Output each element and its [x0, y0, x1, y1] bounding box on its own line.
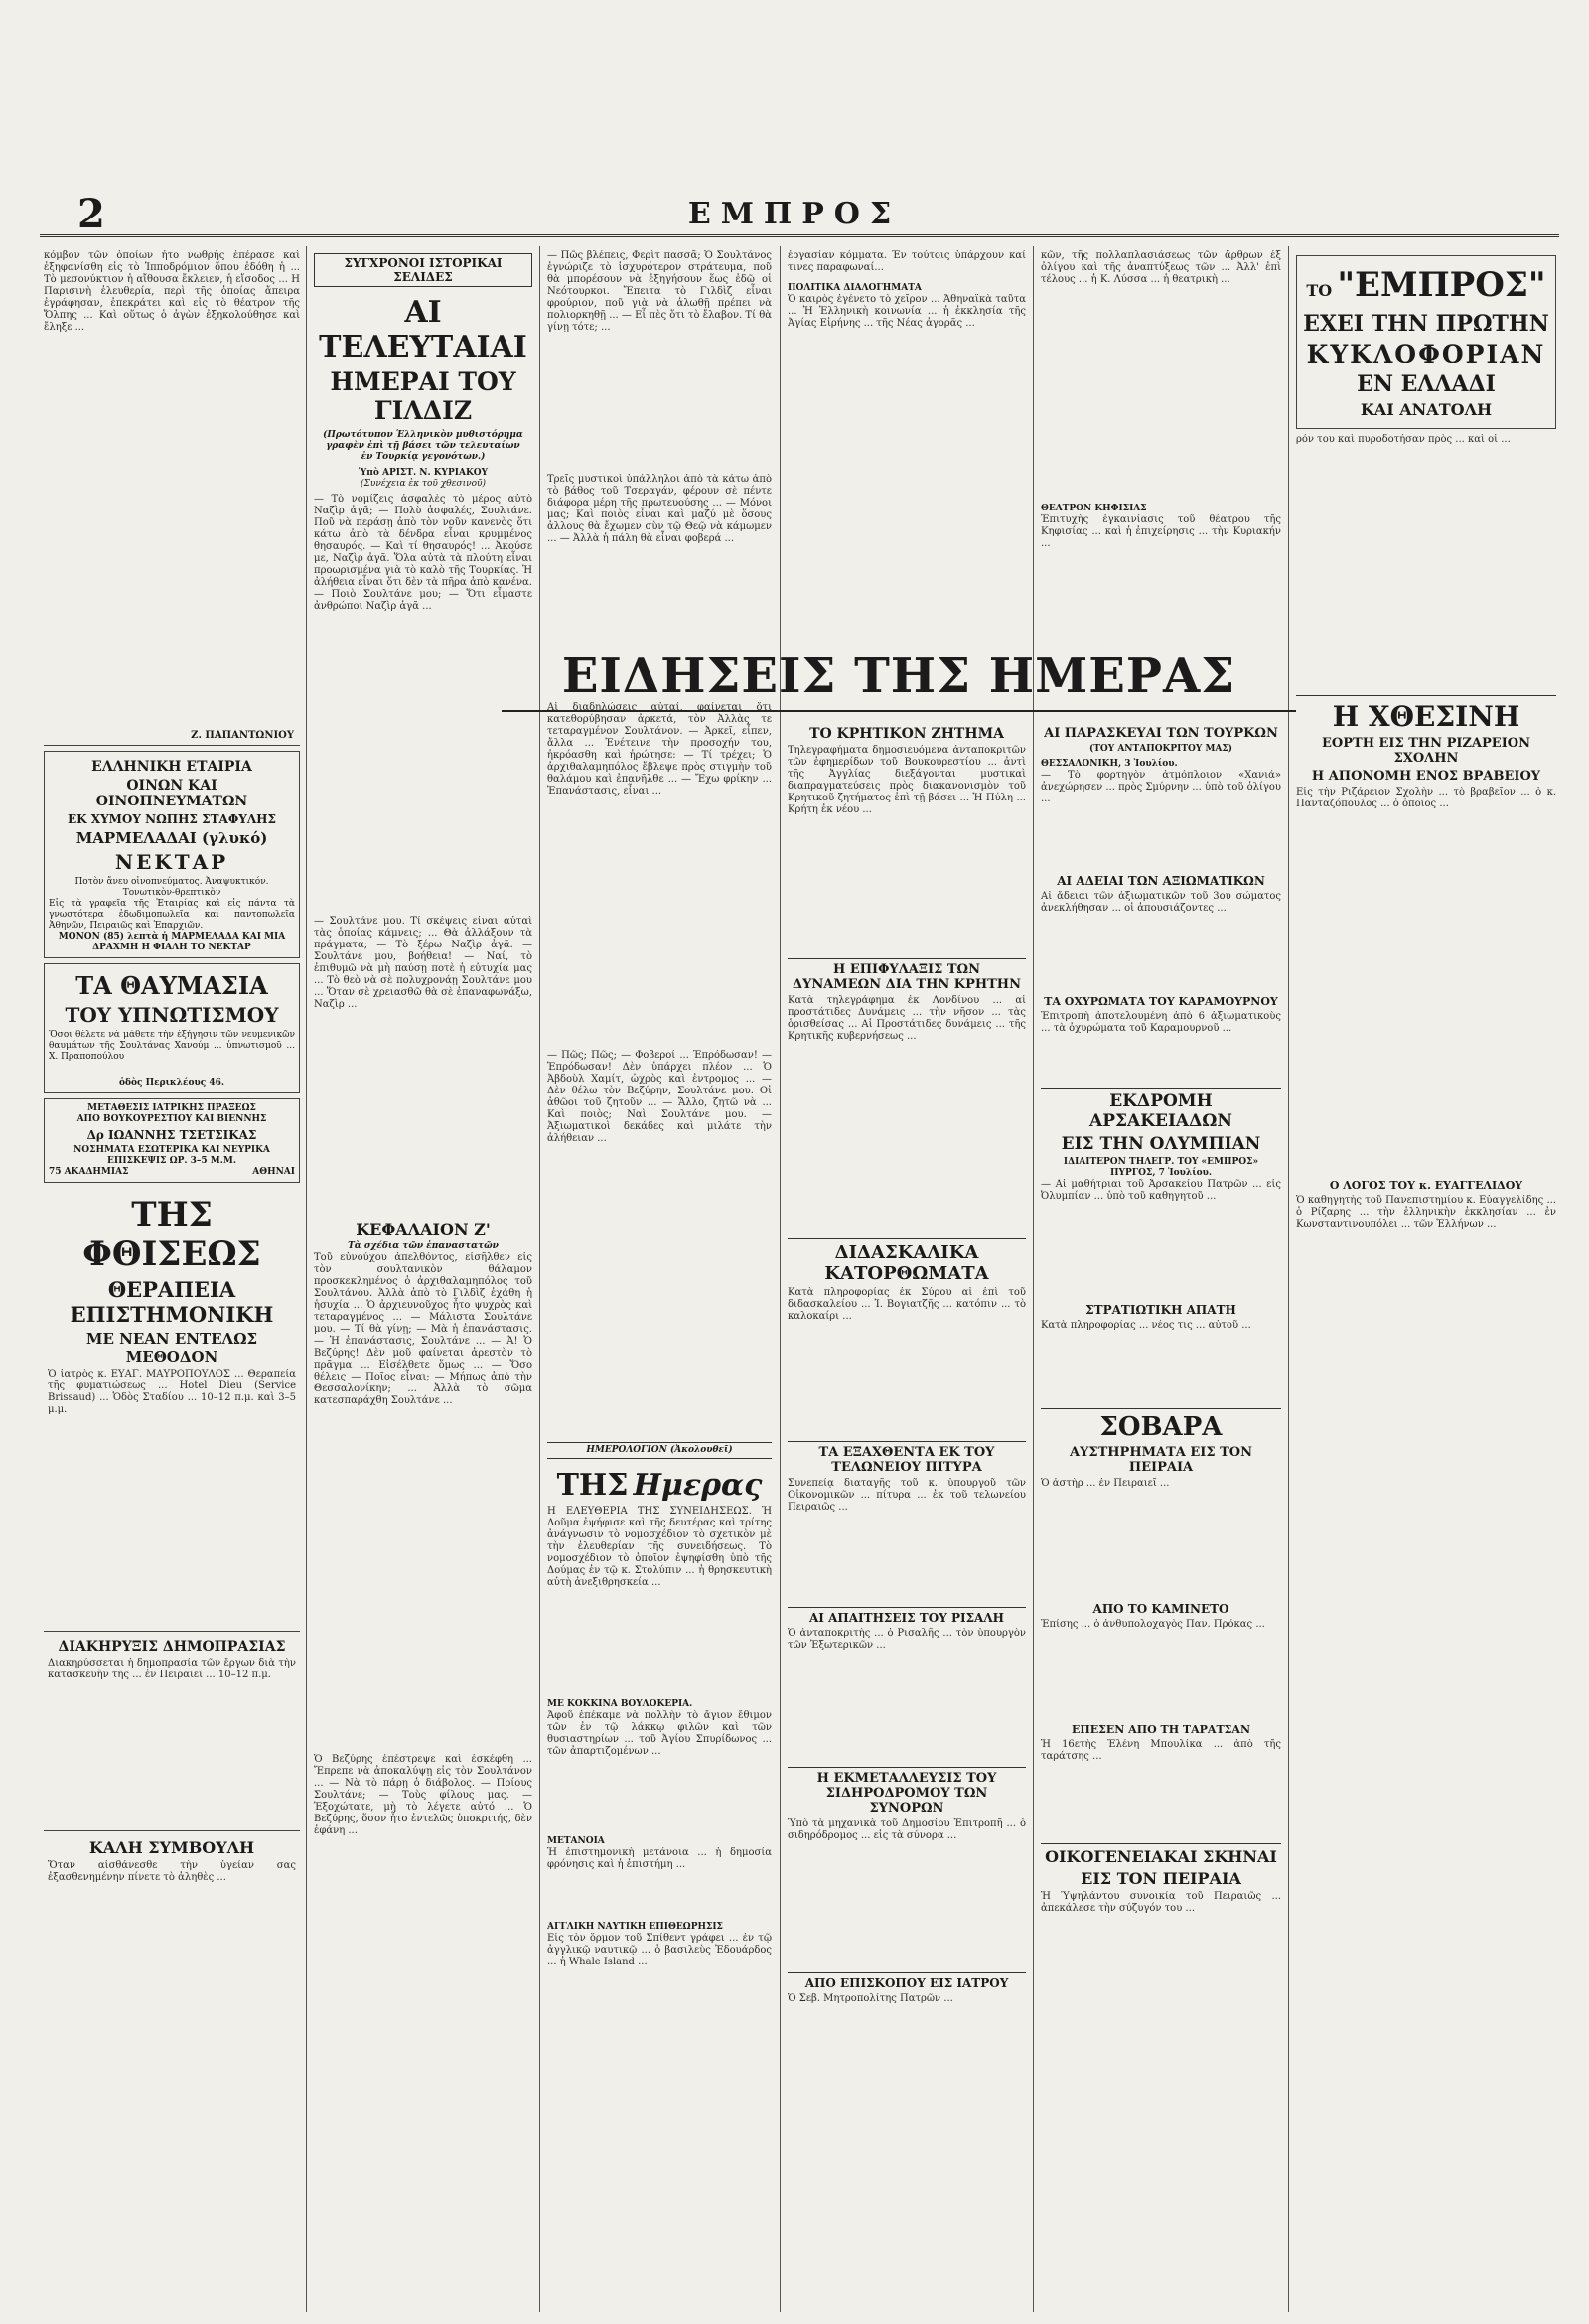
serial-kicker: ΣΥΓΧΡΟΝΟΙ ΙΣΤΟΡΙΚΑΙ ΣΕΛΙΔΕΣ	[314, 253, 532, 287]
ad-heading: ΚΥΚΛΟΦΟΡΙΑΝ	[1306, 340, 1546, 368]
column-4-bottom	[788, 723, 1026, 2302]
section-heading: ΑΙ ΑΔΕΙΑΙ ΤΩΝ ΑΞΙΩΜΑΤΙΚΩΝ	[1057, 874, 1265, 888]
section-title-word: Ημερας	[633, 1468, 763, 1503]
section-heading: Η ΧΘΕΣΙΝΗ	[1296, 695, 1556, 733]
ad-heading: ΤΑ ΘΑΥΜΑΣΙΑ	[75, 971, 268, 1000]
ad-text: Ποτὸν ἄνευ οἰνοπνεύματος. Ἀναψυκτικόν. Τονωτικὸν-θρεπτικὸν	[74, 877, 269, 898]
article-text: Η ΕΛΕΥΘΕΡΙΑ ΤΗΣ ΣΥΝΕΙΔΗΣΕΩΣ. Ἡ Δοῦμα ἐψήφισε καὶ τῆς δευτέρας καὶ τρίτης ἀνάγνωσιν τὸ νομοσχέδιον τὸ σχετικὸν μὲ τὴν ἐλευθερίαν τῆς συνειδήσεως. Τὸ νομοσχέδιον τὸ ὁποῖον ἐψηφίσθη ὑπὸ τῆς Δούμας ἐν τῷ κ. Στολύπιν ... ἡ θρησκευτικὴ αὐτὴ ἀνεξιθρησκεία ...	[547, 1506, 772, 1588]
ad-advice	[44, 1830, 300, 1897]
ad-heading: ΔΙΑΚΗΡΥΞΙΣ ΔΗΜΟΠΡΑΣΙΑΣ	[58, 1639, 286, 1655]
section-heading: Ο ΛΟΓΟΣ ΤΟΥ κ. ΕΥΑΓΓΕΛΙΔΟΥ	[1329, 1179, 1523, 1192]
article-text: Ὁ ἀστὴρ ... ἐν Πειραιεῖ ...	[1041, 1478, 1170, 1489]
masthead-rule	[40, 234, 1559, 237]
ad-doctor	[44, 1098, 300, 1183]
section-heading: ΕΟΡΤΗ ΕΙΣ ΤΗΝ ΡΙΖΑΡΕΙΟΝ ΣΧΟΛΗΝ	[1322, 736, 1530, 766]
section-heading: ΑΓΓΛΙΚΗ ΝΑΥΤΙΚΗ ΕΠΙΘΕΩΡΗΣΙΣ	[547, 1922, 723, 1932]
section-heading: ΜΕ ΚΟΚΚΙΝΑ ΒΟΥΛΟΚΕΡΙΑ.	[547, 1699, 693, 1709]
ad-heading: ΜΑΡΜΕΛΑΔΑΙ (γλυκό)	[75, 829, 268, 847]
article-text: — Αἱ μαθήτριαι τοῦ Ἀρσακείου Πατρῶν ... εἰς Ὀλυμπίαν ... ὑπὸ τοῦ καθηγητοῦ ...	[1041, 1179, 1281, 1202]
section-title	[547, 1465, 772, 1506]
divider	[44, 745, 300, 746]
article-text: Τηλεγραφήματα δημοσιευόμενα ἀνταποκριτῶν τῶν ἐφημερίδων τοῦ Βουκουρεστίου ... ἀντὶ τῆς Ἀγγλίας διεξάγονται μυστικαὶ διαπραγματεύσεις πρὸς διακανονισμὸν τοῦ Κρητικοῦ ζητήματος ἐπὶ τῇ βάσει ... Ἡ Πύλη ... Κρήτη ἐκ νέου ...	[788, 745, 1026, 815]
section-heading: ΠΟΛΙΤΙΚΑ ΔΙΑΛΟΓΗΜΑΤΑ	[788, 283, 922, 293]
ad-text: (Ἀκολουθεῖ)	[669, 1445, 733, 1455]
section-heading: ΤΟ ΚΡΗΤΙΚΟΝ ΖΗΤΗΜΑ	[809, 726, 1004, 742]
column-divider	[539, 246, 540, 2312]
ad-text: 75 ΑΚΑΔΗΜΙΑΣ	[49, 1167, 129, 1177]
dateline: ΘΕΣΣΑΛΟΝΙΚΗ, 3 Ἰουλίου.	[1041, 759, 1178, 769]
ad-heading: ΜΕ ΝΕΑΝ ΕΝΤΕΛΩΣ ΜΕΘΟΔΟΝ	[85, 1330, 258, 1366]
article-text: κῶν, τῆς πολλαπλασιάσεως τῶν ἄρθρων ἐξ ὀλίγου καὶ τῆς ἀναπτύξεως τῶν ... Ἀλλ' ἐπὶ τέλους ... ἡ Κ. Λύσσα ... ἡ θεατρικὴ ...	[1041, 250, 1281, 285]
chapter-subheading: Τὰ σχέδια τῶν ἐπαναστατῶν	[348, 1241, 499, 1251]
serial-continuation: (Συνέχεια ἐκ τοῦ χθεσινοῦ)	[361, 479, 486, 489]
ad-text: ὁδὸς Περικλέους 46.	[119, 1078, 224, 1088]
ad-heading: "ΕΜΠΡΟΣ"	[1337, 265, 1546, 305]
section-heading: ΔΙΔΑΣΚΑΛΙΚΑ ΚΑΤΟΡΘΩΜΑΤΑ	[788, 1238, 1026, 1284]
article-text: Κατὰ πληροφορίας ἐκ Σύρου αἱ ἐπὶ τοῦ διδασκαλείου ... Ἰ. Βογιατζῆς ... κατόπιν ... τὸ καλοκαίρι ...	[788, 1287, 1026, 1322]
article-text: Ἐπιτροπὴ ἀποτελουμένη ἀπὸ 6 ἀξιωματικοὺς ... τὰ ὀχυρώματα τοῦ Καραμουρνοῦ ...	[1041, 1011, 1281, 1034]
section-subheading: ΙΔΙΑΙΤΕΡΟΝ ΤΗΛΕΓΡ. ΤΟΥ «ΕΜΠΡΟΣ»	[1063, 1157, 1259, 1167]
ad-heading: ΕΛΛΗΝΙΚΗ ΕΤΑΙΡΙΑ	[91, 759, 252, 775]
ad-text: ΑΘΗΝΑΙ	[252, 1167, 295, 1177]
serial-title: ΑΙ ΤΕΛΕΥΤΑΙΑΙ	[319, 295, 527, 364]
article-text: Τοῦ εὐνούχου ἀπελθόντος, εἰσῆλθεν εἰς τὸν σουλτανικὸν θάλαμον προσκεκλημένος ὁ ἀρχιθαλαμηπόλος τοῦ Σουλτάνου. Ἀλλὰ ἀπὸ τὸ Γιλδὶζ ἐχάθη ἡ ἡσυχία ... Ὁ ἀρχιευνοῦχος ἦτο ψυχρὸς καὶ τεταραγμένος ... — Μάλιστα Σουλτάνε μου. — Τί θὰ γίνῃ; — Μὰ ἡ ἐπανάστασις. — Ἡ ἐπανάστασις, Σουλτάνε ... — Ἀ! Ὁ Βεζύρης! Δὲν μοῦ φαίνεται ἀρεστὸν τὸ πρᾶγμα ... Εἰσέλθετε ὅμως ... — Ὅσο θέλεις — Ποῖος εἶναι; — Μήπως ἀπὸ τὴν Θεσσαλονίκην; ... Ἀλλὰ τὸ σῶμα κατεσπαράχθη Σουλτάνε ...	[314, 1252, 532, 1406]
article-text: Κατὰ πληροφορίας ... νέος τις ... αὐτοῦ ...	[1041, 1320, 1251, 1331]
author-signoff: Ζ. ΠΑΠΑΝΤΩΝΙΟΥ	[191, 730, 294, 741]
article-text: ρόν του καὶ πυροδοτήσαν πρὸς ... καὶ οἱ ...	[1296, 434, 1511, 445]
section-heading: ΣΤΡΑΤΙΩΤΙΚΗ ΑΠΑΤΗ	[1085, 1303, 1236, 1317]
ad-heading: Δρ ΙΩΑΝΝΗΣ ΤΣΕΤΣΙΚΑΣ	[86, 1128, 257, 1142]
section-heading: Η ΕΠΙΦΥΛΑΞΙΣ ΤΩΝ ΔΥΝΑΜΕΩΝ ΔΙΑ ΤΗΝ ΚΡΗΤΗΝ	[788, 958, 1026, 992]
ad-heading: ΤΟ	[1306, 281, 1333, 300]
section-heading: ΕΙΣ ΤΗΝ ΟΛΥΜΠΙΑΝ	[1061, 1134, 1261, 1154]
section-heading: ΜΕΤΑΝΟΙΑ	[547, 1836, 605, 1846]
section-heading: Η ΕΚΜΕΤΑΛΛΕΥΣΙΣ ΤΟΥ ΣΙΔΗΡΟΔΡΟΜΟΥ ΤΩΝ ΣΥΝΟΡΩΝ	[788, 1767, 1026, 1816]
section-subheading: (ΤΟΥ ΑΝΤΑΠΟΚΡΙΤΟΥ ΜΑΣ)	[1088, 744, 1233, 754]
banner-rule	[502, 710, 1296, 712]
ad-heading: ΝΕΚΤΑΡ	[114, 850, 229, 874]
ad-heading: ΤΗΣ ΦΘΙΣΕΩΣ	[82, 1195, 261, 1274]
section-heading: ΑΙ ΠΑΡΑΣΚΕΥΑΙ ΤΩΝ ΤΟΥΡΚΩΝ	[1044, 726, 1278, 741]
page-number: 2	[77, 191, 105, 237]
section-heading: ΑΥΣΤΗΡΗΜΑΤΑ ΕΙΣ ΤΟΝ ΠΕΙΡΑΙΑ	[1070, 1445, 1252, 1475]
ad-heading: ΕΝ ΕΛΛΑΔΙ	[1357, 371, 1496, 397]
article-text: Ἐπίσης ... ὁ ἀνθυπολοχαγὸς Παν. Πρόκας ...	[1041, 1619, 1265, 1630]
ad-circulation	[1296, 255, 1556, 429]
section-title-word: ΤΗΣ	[556, 1468, 629, 1503]
column-divider	[1288, 246, 1289, 2312]
ad-text: ΑΠΟ ΒΟΥΚΟΥΡΕΣΤΙΟΥ ΚΑΙ ΒΙΕΝΝΗΣ	[76, 1114, 267, 1124]
ad-text: Διακηρύσσεται ἡ δημοπρασία τῶν ἔργων διὰ τὴν κατασκευὴν τῆς ... ἐν Πειραιεῖ ... 10–12 π.μ.	[48, 1658, 296, 1680]
section-heading: ΣΟΒΑΡΑ	[1041, 1408, 1281, 1442]
article-text: Ὁ καθηγητὴς τοῦ Πανεπιστημίου κ. Εὐαγγελίδης ... ὁ Ρίζαρης ... τὴν ἑλληνικὴν ἐκκλησίαν ... ἐν Κωνσταντινουπόλει ... τῶν Ἑλλήνων ...	[1296, 1195, 1556, 1230]
article-text: — Τὸ νομίζεις ἀσφαλὲς τὸ μέρος αὐτὸ Ναζὶρ ἀγᾶ; — Πολὺ ἀσφαλές, Σουλτάνε. Ποῦ νὰ περάσῃ ἀπὸ τὸν νοῦν κανενὸς ὅτι κάτω ἀπὸ τὰ δένδρα εἶναι κρυμμένος θησαυρός. — Καὶ τί θησαυρός! ... Ἀκούσε με, Ναζὶρ ἀγᾶ. Ὅλα αὐτὰ τὰ πλούτη εἶναι προωρισμένα γιὰ τὸ καλὸ τῆς Τουρκίας. Ἡ ἀλήθεια εἶναι ὅτι δὲν τὰ πῆρα ἀπὸ κανένα. — Ποιὸ Σουλτάνε μου; — Ὅτι εἶμαστε ἀνθρώποι Ναζὶρ ἀγᾶ ...	[314, 494, 532, 612]
article-text: Ὁ Βεζύρης ἐπέστρεψε καὶ ἐσκέφθη ... Ἔπρεπε νὰ ἀποκαλύψῃ εἰς τὸν Σουλτάνον ... — Νὰ τὸ πάρῃ ὁ διάβολος. — Ποίους Σουλτάνε; — Τοὺς φίλους μας. — Ἐξοχώτατε, μὴ τὸ λέγετε αὐτό ... Ὁ Βεζύρης, ὅσον ἦτο ἐντελῶς ὑποκριτής, δὲν ἐφάνη ...	[314, 1754, 532, 1836]
ad-text: ΝΟΣΗΜΑΤΑ ΕΣΩΤΕΡΙΚΑ ΚΑΙ ΝΕΥΡΙΚΑ	[73, 1145, 270, 1155]
ad-phthisis	[44, 1188, 300, 1626]
section-heading: Η ΑΠΟΝΟΜΗ ΕΝΟΣ ΒΡΑΒΕΙΟΥ	[1311, 769, 1541, 784]
section-heading: ΕΠΕΣΕΝ ΑΠΟ ΤΗ ΤΑΡΑΤΣΑΝ	[1071, 1723, 1251, 1736]
article-text: Ὁ καιρὸς ἐγένετο τὸ χεῖρον ... Ἀθηναϊκὰ ταῦτα ... Ἡ Ἑλληνικὴ κοινωνία ... ἡ ἐκκλησία τῆς Ἀγίας Εἰρήνης ... τῆς Νέας ἀγορᾶς ...	[788, 294, 1026, 329]
article-text: Ὁ Σεβ. Μητροπολίτης Πατρῶν ...	[788, 1993, 953, 2004]
column-divider	[306, 246, 307, 2312]
section-heading: ΑΠΟ ΤΟ ΚΑΜΙΝΕΤΟ	[1092, 1602, 1229, 1616]
ad-heading: ΕΧΕΙ ΤΗΝ ΠΡΩΤΗΝ	[1303, 311, 1549, 337]
article-text: — Τὸ φορτηγὸν ἀτμόπλοιον «Χανιά» ἀνεχώρησεν ... πρὸς Σμύρνην ... ὑπὸ τοῦ ὀλίγου ...	[1041, 770, 1281, 804]
ad-text: Ὅσοι θέλετε νὰ μάθετε τὴν ἐξήγησιν τῶν νευμενικῶν θαυμάτων τῆς Σουλτάνας Χανούμ ... ὑπνωτισμοῦ ... Χ. Πραποπούλου	[49, 1030, 295, 1062]
ad-text: ΗΜΕΡΟΛΟΓΙΟΝ	[586, 1445, 667, 1455]
section-heading: ΟΙΚΟΓΕΝΕΙΑΚΑΙ ΣΚΗΝΑΙ	[1041, 1843, 1281, 1866]
ad-heading: ΤΟΥ ΥΠΝΩΤΙΣΜΟΥ	[65, 1003, 279, 1027]
news-of-the-day-banner: ΕΙΔΗΣΕΙΣ ΤΗΣ ΗΜΕΡΑΣ	[561, 649, 1236, 704]
section-heading: ΕΚΔΡΟΜΗ ΑΡΣΑΚΕΙΑΔΩΝ	[1041, 1088, 1281, 1131]
dateline: ΠΥΡΓΟΣ, 7 Ἰουλίου.	[1110, 1168, 1212, 1178]
article-text: — Σουλτάνε μου. Τί σκέψεις εἶναι αὐταὶ τὰς ὁποίας κάμνεις; ... Θὰ ἀλλάξουν τὰ πράγματα; — Τὸ ξέρω Ναζὶρ ἀγᾶ. — Σουλτάνε μου, βοήθεια! — Ναί, τὸ ἐπιθυμῶ νὰ μὴ παύσῃ ποτὲ ἡ εὐτυχία μας ... Τὸ θεὸ νὰ σὲ πολυχρονάῃ Σουλτάνε μου ... Ὅταν σὲ χρειασθῶ θὰ σὲ ἐπαναφωνάξω, Ναζὶρ ...	[314, 916, 532, 1010]
ad-nectar	[44, 751, 300, 958]
article-text: Εἰς τὴν Ριζάρειον Σχολὴν ... τὸ βραβεῖον ... ὁ κ. Πανταζόπουλος ... ὁ ὁποῖος ...	[1296, 787, 1556, 809]
section-heading: ΤΑ ΟΧΥΡΩΜΑΤΑ ΤΟΥ ΚΑΡΑΜΟΥΡΝΟΥ	[1044, 995, 1278, 1008]
article-text: — Πῶς; Πῶς; — Φοβεροί ... Ἐπρόδωσαν! — Ἐπρόδωσαν! Δὲν ὑπάρχει πλέον ... Ὁ Ἀβδοὺλ Χαμίτ, ὠχρὸς καὶ ἐντρομος ... — Δὲν θέλω τὸν Βεζύρην, Σουλτάνε μου. Οἱ ἀθῶοι τοῦ ζητοῦν ... — Ἄλλο, ζητῶ νὰ ... Καὶ ποιὸς; Ναὶ Σουλτάνε μου. — Ἀξιωματικοὶ δεκάδες καὶ μιλάτε τὴν ἀλήθειαν ...	[547, 1050, 772, 1144]
ad-heading: ΚΑΙ ΑΝΑΤΟΛΗ	[1360, 400, 1493, 419]
ad-heading: ΟΙΝΩΝ ΚΑΙ ΟΙΝΟΠΝΕΥΜΑΤΩΝ	[95, 778, 248, 809]
column-divider	[780, 246, 781, 2312]
section-heading: ΕΙΣ ΤΟΝ ΠΕΙΡΑΙΑ	[1081, 1869, 1241, 1888]
article-text: Ἡ Ὑψηλάντου συνοικία τοῦ Πειραιῶς ... ἀπεκάλεσε τὴν σύζυγόν του ...	[1041, 1891, 1281, 1914]
article-text: Αἱ ἄδειαι τῶν ἀξιωματικῶν τοῦ 3ου σώματος ἀνεκλήθησαν ... οἱ ἀπουσιάζοντες ...	[1041, 891, 1281, 914]
chapter-heading: ΚΕΦΑΛΑΙΟΝ Ζ'	[356, 1220, 491, 1238]
article-text: κόμβον τῶν ὁποίων ἦτο νωθρὴς ἐπέρασε καὶ ἐξηφανίσθη εἰς τὸ Ἱπποδρόμιον ὅπου ἐδόθη ἡ ... Τὸ μεσονύκτιον ἡ αἴθουσα ἔκλειεν, ἡ εἴσοδος ... Η Παρισινὴ ἐλευθερία, περὶ τῆς ὁποίας ἄπειρα ἐγράφησαν, ἐπεκράτει καὶ εἰς τὸ θέατρον τῆς Ὄλπης ... Καὶ οὕτως ὁ ἀγὼν ἐξηκολούθησε καὶ ἔληξε ...	[44, 250, 300, 333]
masthead: ΕΜΠΡΟΣ	[687, 197, 902, 231]
serial-subtitle: (Πρωτότυπον Ἑλληνικὸν μυθιστόρημα γραφὲν ἐπὶ τῇ βάσει τῶν τελευταίων ἐν Τουρκίᾳ γεγονότων.)	[323, 430, 523, 462]
article-text: Ὑπὸ τὰ μηχανικὰ τοῦ Δημοσίου Ἐπιτροπῆ ... ὁ σιδηρόδρομος ... εἰς τὰ σύνορα ...	[788, 1818, 1026, 1841]
ad-heading: ΘΕΡΑΠΕΙΑ ΕΠΙΣΤΗΜΟΝΙΚΗ	[70, 1277, 274, 1327]
column-5-top	[1041, 250, 1281, 638]
section-heading: ΘΕΑΤΡΟΝ ΚΗΦΙΣΙΑΣ	[1041, 504, 1147, 513]
column-3	[547, 250, 772, 2306]
ad-text: ΜΟΝΟΝ (85) λεπτὰ ἡ ΜΑΡΜΕΛΑΔΑ ΚΑΙ ΜΙΑ ΔΡΑΧΜΗ Η ΦΙΑΛΗ ΤΟ ΝΕΚΤΑΡ	[58, 932, 286, 952]
column-6	[1296, 250, 1556, 2306]
article-text: Αἱ διαδηλώσεις αὐταί, φαίνεται ὅτι κατεθορύβησαν ἀρκετά, τὸν Ἀλλὰς τε τεταραγμένον Σουλτάνον. — Ἀρκεῖ, εἶπεν, ἄλλα ... Ἐνέτεινε τὴν προσοχήν του, ἠκρόασθη καὶ ἠρώτησε: — Τί τρέχει; Ὁ ἀρχιθαλαμηπόλος ἔβλεψε πρὸς στιγμὴν τοῦ θαλάμου καὶ ἐπανῆλθε ... — Ἔχω φρίκην ... Ἐπανάστασις, εἶναι ...	[547, 702, 772, 797]
column-2	[314, 250, 532, 2306]
article-text: Ὁ ἀνταποκριτὴς ... ὁ Ρισαλῆς ... τὸν ὑπουργὸν τῶν Ἐξωτερικῶν ...	[788, 1628, 1026, 1651]
ad-heading: ΚΑΛΗ ΣΥΜΒΟΥΛΗ	[88, 1838, 255, 1857]
article-text: Κατὰ τηλεγράφημα ἐκ Λονδίνου ... αἱ προστάτιδες Δυνάμεις ... τὴν νῆσον ... τὰς ὁρισθείσας ... Αἱ Προστάτιδες δυνάμεις ... τῆς Κρητικῆς κυβερνήσεως ...	[788, 995, 1026, 1042]
column-1	[44, 250, 300, 2306]
article-text: Τρεῖς μυστικοὶ ὑπάλληλοι ἀπὸ τὰ κάτω ἀπὸ τὸ βάθος τοῦ Τσεραγάν, φέρουν σὲ πέντε διάφορα μέρη τῆς πρωτευούσης ... — Μόνοι μας; Καὶ ποιὸς εἶναι καὶ μαζύ μὲ ὅσους ἀλλους θὰ ἔχωμεν σὺν τῷ Θεῷ νὰ κάμωμεν ... — Ἀλλὰ ἡ πάλη θὰ εἶναι φοβερά ...	[547, 474, 772, 544]
section-heading: ΤΑ ΕΞΑΧΘΕΝΤΑ ΕΚ ΤΟΥ ΤΕΛΩΝΕΙΟΥ ΠΙΤΥΡΑ	[788, 1441, 1026, 1475]
ad-auction	[44, 1631, 300, 1825]
article-text: — Πῶς βλέπεις, Φερὶτ πασσᾶ; Ὁ Σουλτάνος ἐγνώριζε τὸ ἰσχυρότερον στράτευμα, ποῦ θὰ μπορέσουν νὰ ἐξηγήσουν ἕως ἐδῶ οἱ Νεότουρκοι. Ἔπειτα τὸ Γιλδὶζ εἶναι φρούριον, ποῦ γιὰ νὰ ἁλωθῇ πρέπει νὰ πολιορκηθῇ ... — Εἶ πὲς ὅτι τὸ ἔλαβον. Τί θὰ γίνῃ τότε; ...	[547, 250, 772, 333]
section-heading: ΑΠΟ ΕΠΙΣΚΟΠΟΥ ΕΙΣ ΙΑΤΡΟΥ	[788, 1972, 1026, 1990]
ad-text: Ὅταν αἰσθάνεσθε τὴν ὑγείαν σας ἐξασθενημένην πίνετε τὸ ἀληθὲς ...	[48, 1860, 296, 1883]
article-text: Ἡ 16ετὴς Ἑλένη Μπουλίκα ... ἀπὸ τῆς ταράτσης ...	[1041, 1739, 1281, 1762]
column-4-top	[788, 250, 1026, 638]
serial-title: ΗΜΕΡΑΙ ΤΟΥ ΓΙΛΔΙΖ	[330, 367, 516, 425]
ad-text: ΜΕΤΑΘΕΣΙΣ ΙΑΤΡΙΚΗΣ ΠΡΑΞΕΩΣ	[87, 1103, 256, 1113]
article-text: ἐργασίαν κόμματα. Ἐν τούτοις ὑπάρχουν καί τινες παραφωναί...	[788, 250, 1026, 273]
ad-heading: ΕΚ ΧΥΜΟΥ ΝΩΠΗΣ ΣΤΑΦΥΛΗΣ	[68, 812, 276, 826]
article-text: Ἐπιτυχὴς ἐγκαινίασις τοῦ θέατρου τῆς Κηφισίας ... καὶ ἡ ἐπιχείρησις ... τὴν Κυριακήν ...	[1041, 514, 1281, 549]
column-5-bottom	[1041, 723, 1281, 2302]
article-text: Ἀφοῦ ἐπέκαμε νὰ πολλὴν τὸ ἄγιον ἔθιμον τῶν ἐν τῷ λάκκῳ φιλῶν καὶ τῶν θυσιαστηρίων ... τοῦ Ἀγίου Σπυρίδωνος ... τῶν ἀπαρτιζομένων ...	[547, 1710, 772, 1757]
section-heading: ΑΙ ΑΠΑΙΤΗΣΕΙΣ ΤΟΥ ΡΙΣΑΛΗ	[788, 1607, 1026, 1625]
ad-text: Εἰς τὰ γραφεῖα τῆς Ἑταιρίας καὶ εἰς πάντα τὰ γνωστότερα ἐδωδιμοπωλεῖα καὶ παντοπωλεῖα Ἀθηνῶν, Πειραιῶς καὶ Ἐπαρχιῶν.	[49, 899, 295, 931]
article-text: Ἡ ἐπιστημονικὴ μετάνοια ... ἡ δημοσία φρόνησις καὶ ἡ ἐπιστήμη ...	[547, 1847, 772, 1870]
article-text: Εἰς τὸν ὅρμον τοῦ Σπίθεντ γράφει ... ἐν τῷ ἀγγλικῷ ναυτικῷ ... ὁ βασιλεὺς Ἐδουάρδος ... ἡ Whale Island ...	[547, 1933, 772, 1967]
serial-author: Ὑπὸ ΑΡΙΣΤ. Ν. ΚΥΡΙΑΚΟΥ	[358, 468, 489, 478]
top-cropped-strip	[0, 0, 1589, 14]
article-text: Συνεπείᾳ διαταγῆς τοῦ κ. ὑπουργοῦ τῶν Οἰκονομικῶν ... πίτυρα ... ἐκ τοῦ τελωνείου Πειραιῶς ...	[788, 1478, 1026, 1513]
serial-continues	[547, 1442, 772, 1459]
ad-hypnotism	[44, 963, 300, 1093]
column-divider	[1033, 246, 1034, 2312]
ad-text: ΕΠΙΣΚΕΨΙΣ ΩΡ. 3–5 Μ.Μ.	[107, 1156, 236, 1166]
ad-text: Ὁ ἰατρὸς κ. ΕΥΑΓ. ΜΑΥΡΟΠΟΥΛΟΣ ... Θεραπεία τῆς φυματιώσεως ... Hotel Dieu (Service Brissaud) ... Ὁδὸς Σταδίου ... 10–12 π.μ. καὶ 3–5 μ.μ.	[48, 1369, 296, 1415]
